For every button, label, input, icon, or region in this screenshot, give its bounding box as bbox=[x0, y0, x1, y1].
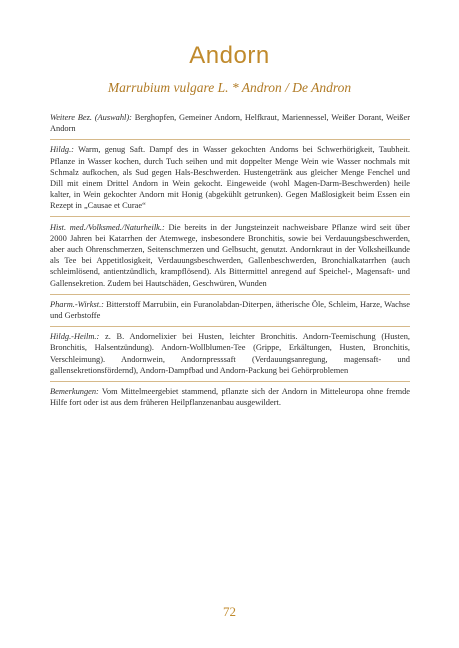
page-title: Andorn bbox=[189, 42, 270, 69]
section-label: Bemerkungen: bbox=[50, 387, 99, 397]
section-text: Berghopfen, Gemeiner Andorn, Helfkraut, Mariennessel, Weißer Dorant, Weißer Andorn bbox=[50, 113, 410, 134]
section-text: Die bereits in der Jungsteinzeit nachweisbare Pflanze wird seit über 2000 Jahren bei Katarrhen der Atemwege, insbesondere Bronchitis, sowie bei Verdauungsbeschwerden, aber auch Ohrenschmerzen, Seitenschmerzen und Gelbsucht, genutzt. Andornkraut in der Volksheilkunde als Tee bei Appetitlosigkeit, Verdauungsbeschwerden, Gallenbeschwerden, Bronchialkatarrhen (auch schleimlösend, antientzündlich, krampflösend). Als Bittermittel anregend auf Speichel-, Magensaft- und Gallensekretion. Zudem bei Hautschäden, Geschwüren, Wunden bbox=[50, 222, 410, 288]
section-hildegard-remedies bbox=[50, 331, 410, 376]
section-text: Warm, genug Saft. Dampf des in Wasser gekochten Andorns bei Schwerhörigkeit, Taubheit. Pflanze in Wasser kochen, durch Tuch seihen und mit doppelter Menge Wein wie Wasser nochmals mit Schmalz aufkochen, als Sud gegen Hals-Beschwerden. Hustengetränk aus gleicher Menge Fenchel und Dill mit einem Drittel Andorn in Wein gekocht. Eingeweide (wohl Magen-Darm-Beschwerden) heile kalter, in Wein gekochter Andorn mit Honig (abgekühlt getrunken). Gegen Maßlosigkeit beim Essen ein Rezept in „Causae et Curae“ bbox=[50, 145, 410, 211]
section-divider bbox=[50, 216, 410, 217]
section-label: Hildg.-Heilm.: bbox=[50, 332, 100, 342]
botanical-subtitle: Marrubium vulgare L. * Andron / De Andron bbox=[107, 80, 352, 95]
section-divider bbox=[50, 294, 410, 295]
section-other-names bbox=[50, 112, 410, 134]
section-text: z. B. Andornelixier bei Husten, leichter Bronchitis. Andorn-Teemischung (Husten, Bronchitis, Halsentzündung). Andorn-Wollblumen-Tee (Grippe, Erkältungen, Husten, Bronchitis, Verschleimung). Andornwein, Andornpresssaft (Verdauungsanregung, magensaft- und gallensekretionsfördernd), Andorn-Dampfbad und Andorn-Packung bei Gehörproblemen bbox=[50, 332, 410, 375]
section-text: Bitterstoff Marrubiin, ein Furanolabdan-Diterpen, ätherische Öle, Schleim, Harze, Wachse und Gerbstoffe bbox=[50, 299, 410, 321]
section-label: Pharm.-Wirkst.: bbox=[50, 299, 104, 309]
section-text: Vom Mittelmeergebiet stammend, pflanzte sich der Andorn in Mitteleuropa ohne fremde Hilfe fort oder ist aus dem früheren Heilpflanzenanbau ausgewildert. bbox=[50, 387, 410, 408]
section-label: Hist. med./Volksmed./Naturheilk.: bbox=[50, 222, 165, 232]
section-divider bbox=[50, 326, 410, 327]
section-hildegard bbox=[50, 144, 410, 211]
page-number: 72 bbox=[223, 604, 236, 619]
section-remarks bbox=[50, 386, 410, 408]
section-divider bbox=[50, 381, 410, 382]
section-label: Hildg.: bbox=[50, 145, 74, 155]
section-pharm-ingredients bbox=[50, 299, 410, 321]
section-divider bbox=[50, 139, 410, 140]
section-label: Weitere Bez. (Auswahl): bbox=[50, 113, 132, 122]
section-history-folk-medicine bbox=[50, 222, 410, 289]
entry-body bbox=[50, 112, 410, 418]
